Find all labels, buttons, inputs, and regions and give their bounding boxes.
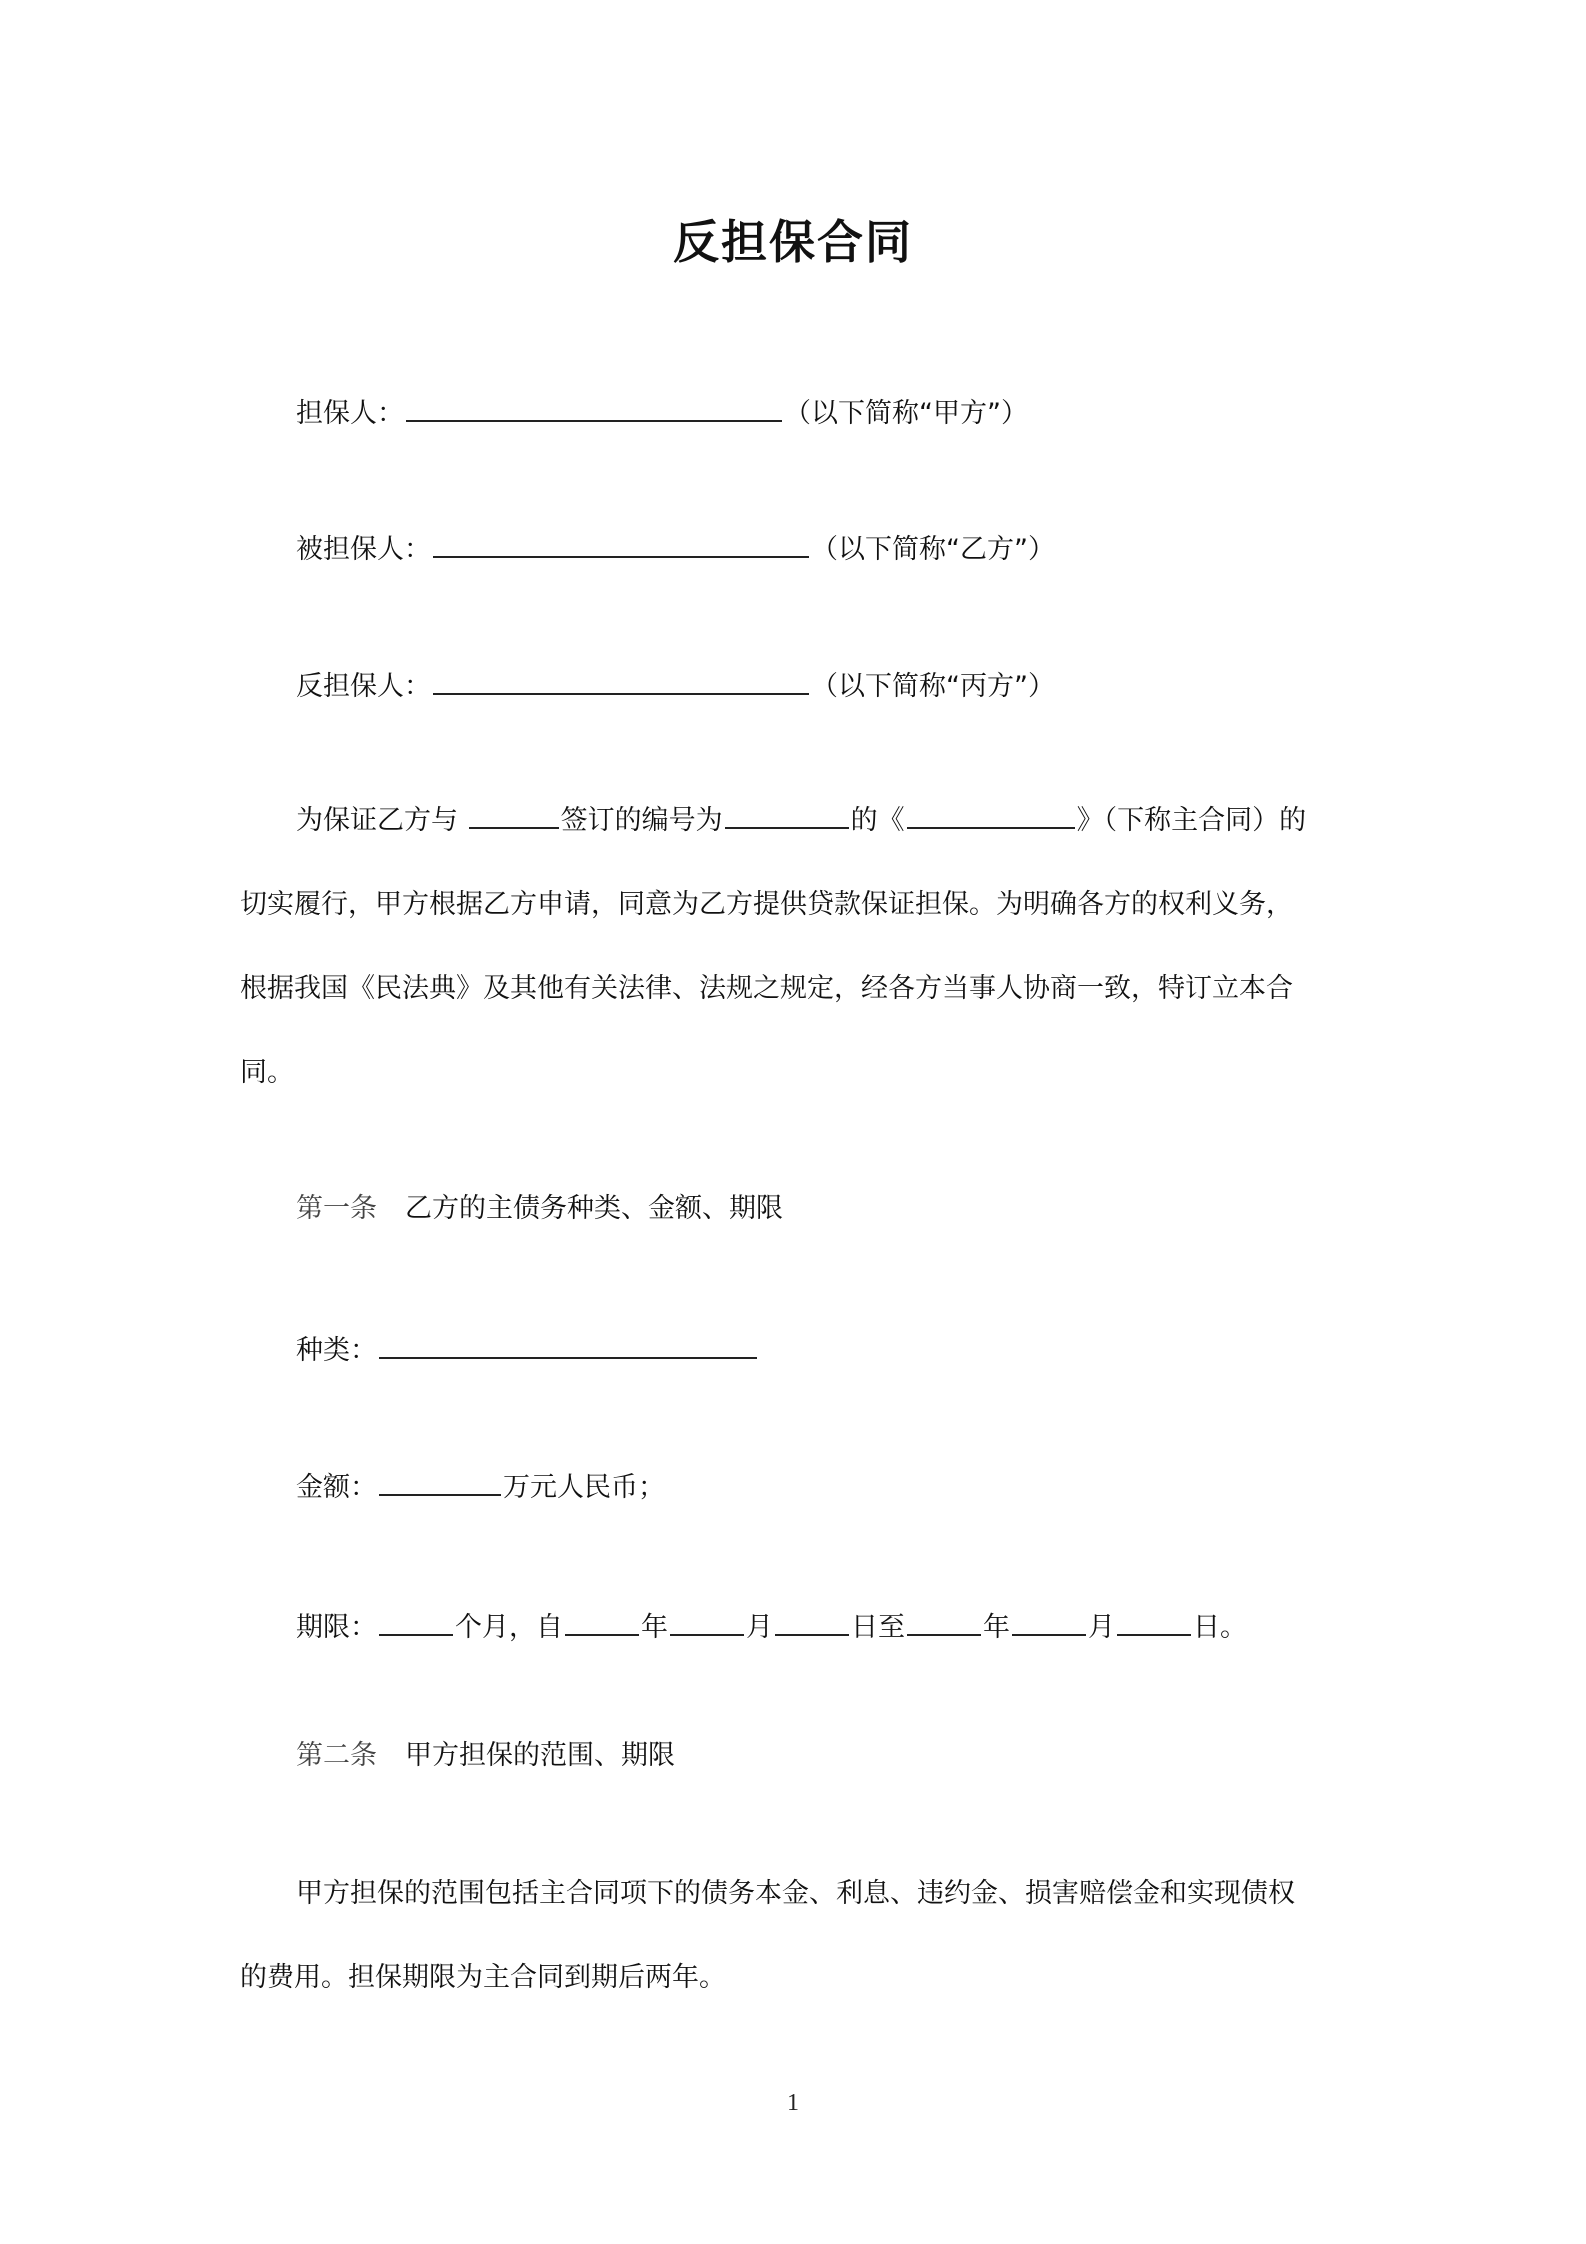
contract-number-blank[interactable]	[725, 801, 849, 829]
debt-amount-suffix: 万元人民币；	[503, 1472, 665, 1503]
start-month-blank[interactable]	[670, 1608, 744, 1636]
debt-type-blank[interactable]	[379, 1331, 757, 1359]
article-1-number: 第一条	[296, 1193, 377, 1224]
preamble-line-4: 同。	[240, 1057, 294, 1088]
party-debtor	[296, 530, 1055, 570]
page-number: 1	[787, 2090, 799, 2116]
term-text-end-month: 月	[1088, 1612, 1115, 1643]
article-1-title: 乙方的主债务种类、金额、期限	[405, 1193, 783, 1224]
counter-guarantor-name-blank[interactable]	[433, 667, 809, 695]
party-counter-guarantor	[296, 667, 1055, 707]
end-month-blank[interactable]	[1012, 1608, 1086, 1636]
preamble-text-3: 的《	[850, 805, 905, 836]
term-text-end-day: 日。	[1193, 1612, 1247, 1643]
contract-name-blank[interactable]	[907, 801, 1075, 829]
party-guarantor-label: 担保人：	[296, 398, 404, 429]
preamble-text-2: 签订的编号为	[560, 805, 723, 836]
end-year-blank[interactable]	[907, 1608, 981, 1636]
end-day-blank[interactable]	[1117, 1608, 1191, 1636]
lender-blank[interactable]	[469, 801, 559, 829]
party-debtor-suffix: （以下简称“乙方”）	[811, 534, 1055, 565]
term-months-blank[interactable]	[379, 1608, 453, 1636]
party-counter-guarantor-suffix: （以下简称“丙方”）	[811, 671, 1055, 702]
debt-amount-label: 金额：	[296, 1472, 377, 1503]
debt-term-line	[296, 1608, 1247, 1648]
debt-type-line	[296, 1331, 759, 1371]
debt-type-label: 种类：	[296, 1335, 377, 1366]
preamble-text-1: 为保证乙方与	[296, 805, 458, 836]
article-2-line-2: 的费用。担保期限为主合同到期后两年。	[240, 1962, 726, 1993]
term-text-day-to: 日至	[851, 1612, 905, 1643]
party-debtor-label: 被担保人：	[296, 534, 431, 565]
article-2-heading	[296, 1736, 675, 1776]
debt-amount-blank[interactable]	[379, 1468, 501, 1496]
document-title: 反担保合同	[673, 215, 913, 269]
party-counter-guarantor-label: 反担保人：	[296, 671, 431, 702]
guarantor-name-blank[interactable]	[406, 394, 782, 422]
preamble-line-1	[296, 801, 1306, 841]
term-text-end-year: 年	[983, 1612, 1010, 1643]
term-text-months: 个月，自	[455, 1612, 563, 1643]
article-2-line-1: 甲方担保的范围包括主合同项下的债务本金、利息、违约金、损害赔偿金和实现债权	[296, 1878, 1295, 1909]
article-1-heading	[296, 1189, 783, 1229]
debtor-name-blank[interactable]	[433, 530, 809, 558]
preamble-line-3: 根据我国《民法典》及其他有关法律、法规之规定，经各方当事人协商一致，特订立本合	[240, 973, 1293, 1004]
preamble-line-2: 切实履行，甲方根据乙方申请，同意为乙方提供贷款保证担保。为明确各方的权利义务，	[240, 889, 1293, 920]
term-text-year: 年	[641, 1612, 668, 1643]
party-guarantor	[296, 394, 1028, 434]
article-2-number: 第二条	[296, 1740, 377, 1771]
term-text-month: 月	[746, 1612, 773, 1643]
start-year-blank[interactable]	[565, 1608, 639, 1636]
party-guarantor-suffix: （以下简称“甲方”）	[784, 398, 1028, 429]
preamble-text-4: 》（下称主合同）的	[1076, 805, 1307, 836]
article-2-title: 甲方担保的范围、期限	[405, 1740, 675, 1771]
debt-term-label: 期限：	[296, 1612, 377, 1643]
debt-amount-line	[296, 1468, 665, 1508]
start-day-blank[interactable]	[775, 1608, 849, 1636]
